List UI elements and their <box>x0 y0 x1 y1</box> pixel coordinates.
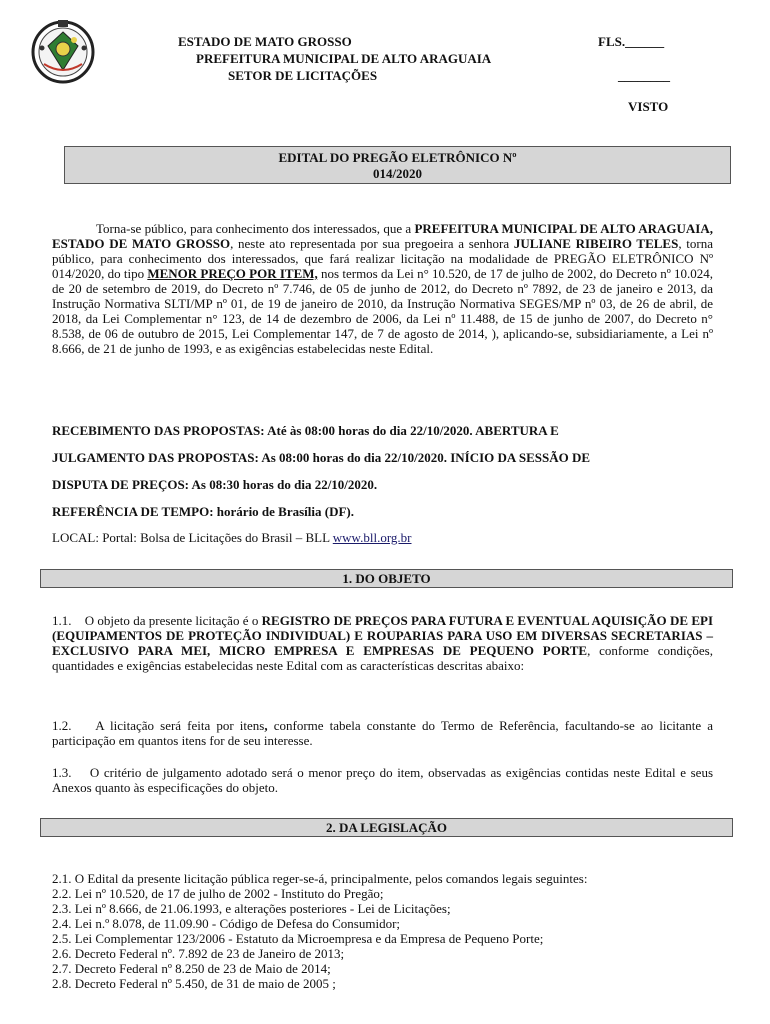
legislation-item: 2.8. Decreto Federal nº 5.450, de 31 de maio de 2005 ; <box>52 976 336 991</box>
section-1-item-2 <box>52 718 713 748</box>
item-number: 1.1. <box>52 613 72 628</box>
item-number: 1.3. <box>52 765 72 780</box>
schedule-line-2: JULGAMENTO DAS PROPOSTAS: As 08:00 horas do dia 22/10/2020. INÍCIO DA SESSÃO DE <box>52 450 591 465</box>
legislation-item: 2.6. Decreto Federal nº. 7.892 de 23 de Janeiro de 2013; <box>52 946 345 961</box>
legislation-list <box>52 871 587 991</box>
intro-prefecture-name: PREFEITURA MUNICIPAL DE ALTO ARAGUAIA, ESTADO DE MATO GROSSO <box>52 221 713 251</box>
item-text: A licitação será feita por itens <box>95 718 265 733</box>
intro-text: , neste ato representada por sua pregoeira a senhora <box>230 236 514 251</box>
intro-text: Torna-se público, para conhecimento dos interessados, que a <box>96 221 415 236</box>
legislation-item: 2.7. Decreto Federal nº 8.250 de 23 de Maio de 2014; <box>52 961 331 976</box>
legislation-item: 2.1. O Edital da presente licitação pública reger-se-á, principalmente, pelos comandos legais seguintes: <box>52 871 588 886</box>
intro-pregoeira-name: JULIANE RIBEIRO TELES <box>513 236 679 251</box>
section-1-heading: 1. DO OBJETO <box>40 569 733 588</box>
item-text: conforme tabela constante do Termo de Referência, facultando-se ao licitante a participação em quantos itens for de seu interesse. <box>52 718 713 748</box>
section-2-heading: 2. DA LEGISLAÇÃO <box>40 818 733 837</box>
legislation-item: 2.2. Lei nº 10.520, de 17 de julho de 2002 - Instituto do Pregão; <box>52 886 384 901</box>
section-1-item-1 <box>52 613 713 673</box>
header-blank-line: ________ <box>618 68 670 83</box>
item-text: O critério de julgamento adotado será o menor preço do item, observadas as exigências contidas neste Edital e seus Anexos quanto às especificações do objeto. <box>52 765 713 795</box>
section-1-item-3 <box>52 765 713 795</box>
item-number: 1.2. <box>52 718 72 733</box>
legislation-item: 2.5. Lei Complementar 123/2006 - Estatuto da Microempresa e da Empresa de Pequeno Porte; <box>52 931 544 946</box>
intro-text: nos termos da Lei n° 10.520, de 17 de julho de 2002, do Decreto nº 10.024, de 20 de setembro de 2019, do Decreto nº 7.746, de 05 de junho de 2012, do Decreto nº 7892, de 23 de janeiro e 2013, da Instrução Normativa SLTI/MP nº 01, de 19 de janeiro de 2010, da Instrução Normativa SEGES/MP nº 03, de 26 de abril, de 2018, da Lei Complementar n° 123, de 14 de dezembro de 2006, da Lei nº 11.488, de 15 de junho de 2007, do Decreto n° 8.538, de 06 de outubro de 2015, Lei Complementar 147, de 7 de agosto de 2014, ), aplicando-se, subsidiariamente, a Lei nº 8.666, de 21 de junho de 1993, e as exigências estabelecidas neste Edital. <box>52 266 713 356</box>
municipal-seal-logo <box>30 18 96 84</box>
item-text: , conforme condições, quantidades e exigências estabelecidas neste Edital com as características descritas abaixo: <box>52 643 713 673</box>
header-fls: FLS.______ <box>598 34 665 49</box>
intro-type: MENOR PREÇO POR ITEM, <box>147 266 318 281</box>
legislation-item: 2.4. Lei n.º 8.078, de 11.09.90 - Código de Defesa do Consumidor; <box>52 916 401 931</box>
legislation-item: 2.3. Lei nº 8.666, de 21.06.1993, e alterações posteriores - Lei de Licitações; <box>52 901 451 916</box>
schedule-line-3: DISPUTA DE PREÇOS: As 08:30 horas do dia 22/10/2020. <box>52 477 378 492</box>
header-prefecture: PREFEITURA MUNICIPAL DE ALTO ARAGUAIA <box>196 51 492 66</box>
edital-number: 014/2020 <box>372 166 423 181</box>
intro-paragraph <box>52 221 713 356</box>
header-visto: VISTO <box>628 99 669 114</box>
time-reference: REFERÊNCIA DE TEMPO: horário de Brasília (DF). <box>52 504 355 519</box>
local-label: LOCAL: Portal: Bolsa de Licitações do Brasil – BLL <box>52 530 330 545</box>
object-description: REGISTRO DE PREÇOS PARA FUTURA E EVENTUAL AQUISIÇÃO DE EPI (EQUIPAMENTOS DE PROTEÇÃO INDIVIDUAL) E ROUPARIAS PARA USO EM DIVERSAS SECRETARIAS – EXCLUSIVO PARA MEI, MICRO EMPRESA E EMPRESAS DE PEQUENO PORTE <box>52 613 714 658</box>
bll-link[interactable]: www.bll.org.br <box>332 530 412 545</box>
header-sector: SETOR DE LICITAÇÕES <box>228 68 378 83</box>
header-state: ESTADO DE MATO GROSSO <box>178 34 352 49</box>
item-comma: , <box>264 718 268 733</box>
intro-text: , torna público, para conhecimento dos interessados, que fará realizar licitação na modalidade de PREGÃO ELETRÔNICO Nº 014/2020, do tipo <box>52 236 713 281</box>
item-text: O objeto da presente licitação é o <box>84 613 262 628</box>
edital-title: EDITAL DO PREGÃO ELETRÔNICO Nº <box>278 150 517 165</box>
schedule-line-1: RECEBIMENTO DAS PROPOSTAS: Até às 08:00 horas do dia 22/10/2020. ABERTURA E <box>52 423 559 438</box>
edital-title-box <box>64 146 731 184</box>
local-line <box>52 530 412 546</box>
